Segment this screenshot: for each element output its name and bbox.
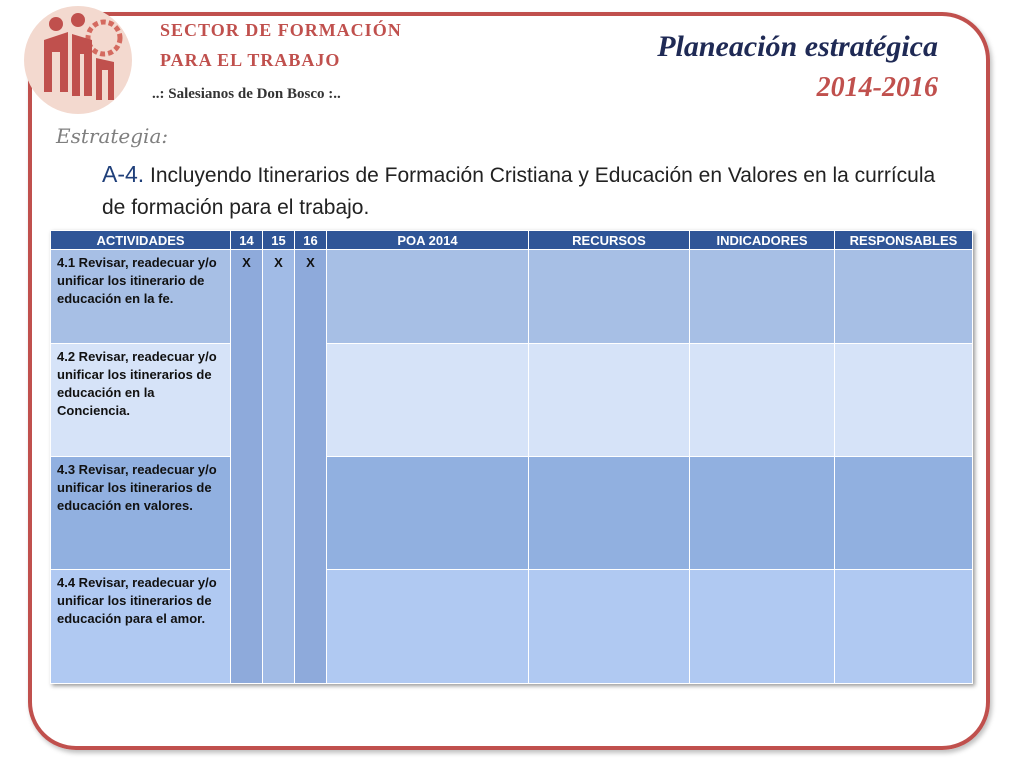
responsables-cell[interactable] [835,457,973,570]
recursos-cell[interactable] [529,570,690,684]
recursos-cell[interactable] [529,250,690,344]
table-row [51,570,973,684]
activity-cell: 4.1 Revisar, readecuar y/o unificar los itinerario de educación en la fe. [51,250,231,344]
table-header-row [51,231,973,250]
strategy-text: Incluyendo Itinerarios de Formación Cristiana y Educación en Valores en la currícula de formación para el trabajo. [102,164,936,219]
strategy-code: A-4. [102,161,145,187]
page-title: Planeación estratégica [657,30,938,63]
col-header-actividades: ACTIVIDADES [51,231,231,250]
page-years: 2014-2016 [816,72,938,103]
table-row [51,344,973,457]
activities-table [50,230,973,684]
col-header-year-15: 15 [263,231,295,250]
col-header-poa: POA 2014 [327,231,529,250]
col-header-indicadores: INDICADORES [690,231,835,250]
year-16-cell: X [295,250,327,684]
salesian-logo-icon [22,4,134,116]
indicadores-cell[interactable] [690,344,835,457]
col-header-year-16: 16 [295,231,327,250]
org-name-line2: PARA EL TRABAJO [160,50,341,70]
indicadores-cell[interactable] [690,570,835,684]
recursos-cell[interactable] [529,344,690,457]
responsables-cell[interactable] [835,570,973,684]
year-14-cell: X [231,250,263,684]
col-header-responsables: RESPONSABLES [835,231,973,250]
strategy-label: Estrategia: [56,124,169,148]
indicadores-cell[interactable] [690,250,835,344]
poa-cell[interactable] [327,344,529,457]
year-15-cell: X [263,250,295,684]
table-row [51,250,973,344]
activity-cell: 4.3 Revisar, readecuar y/o unificar los itinerarios de educación en valores. [51,457,231,570]
activity-cell: 4.4 Revisar, readecuar y/o unificar los itinerarios de educación para el amor. [51,570,231,684]
org-subtitle: ..: Salesianos de Don Bosco :.. [152,86,341,102]
col-header-year-14: 14 [231,231,263,250]
responsables-cell[interactable] [835,250,973,344]
org-name-line1: SECTOR DE FORMACIÓN [160,20,402,40]
poa-cell[interactable] [327,250,529,344]
responsables-cell[interactable] [835,344,973,457]
recursos-cell[interactable] [529,457,690,570]
activity-cell: 4.2 Revisar, readecuar y/o unificar los itinerarios de educación en la Conciencia. [51,344,231,457]
table-row [51,457,973,570]
strategy-statement [102,158,942,224]
col-header-recursos: RECURSOS [529,231,690,250]
indicadores-cell[interactable] [690,457,835,570]
poa-cell[interactable] [327,457,529,570]
poa-cell[interactable] [327,570,529,684]
